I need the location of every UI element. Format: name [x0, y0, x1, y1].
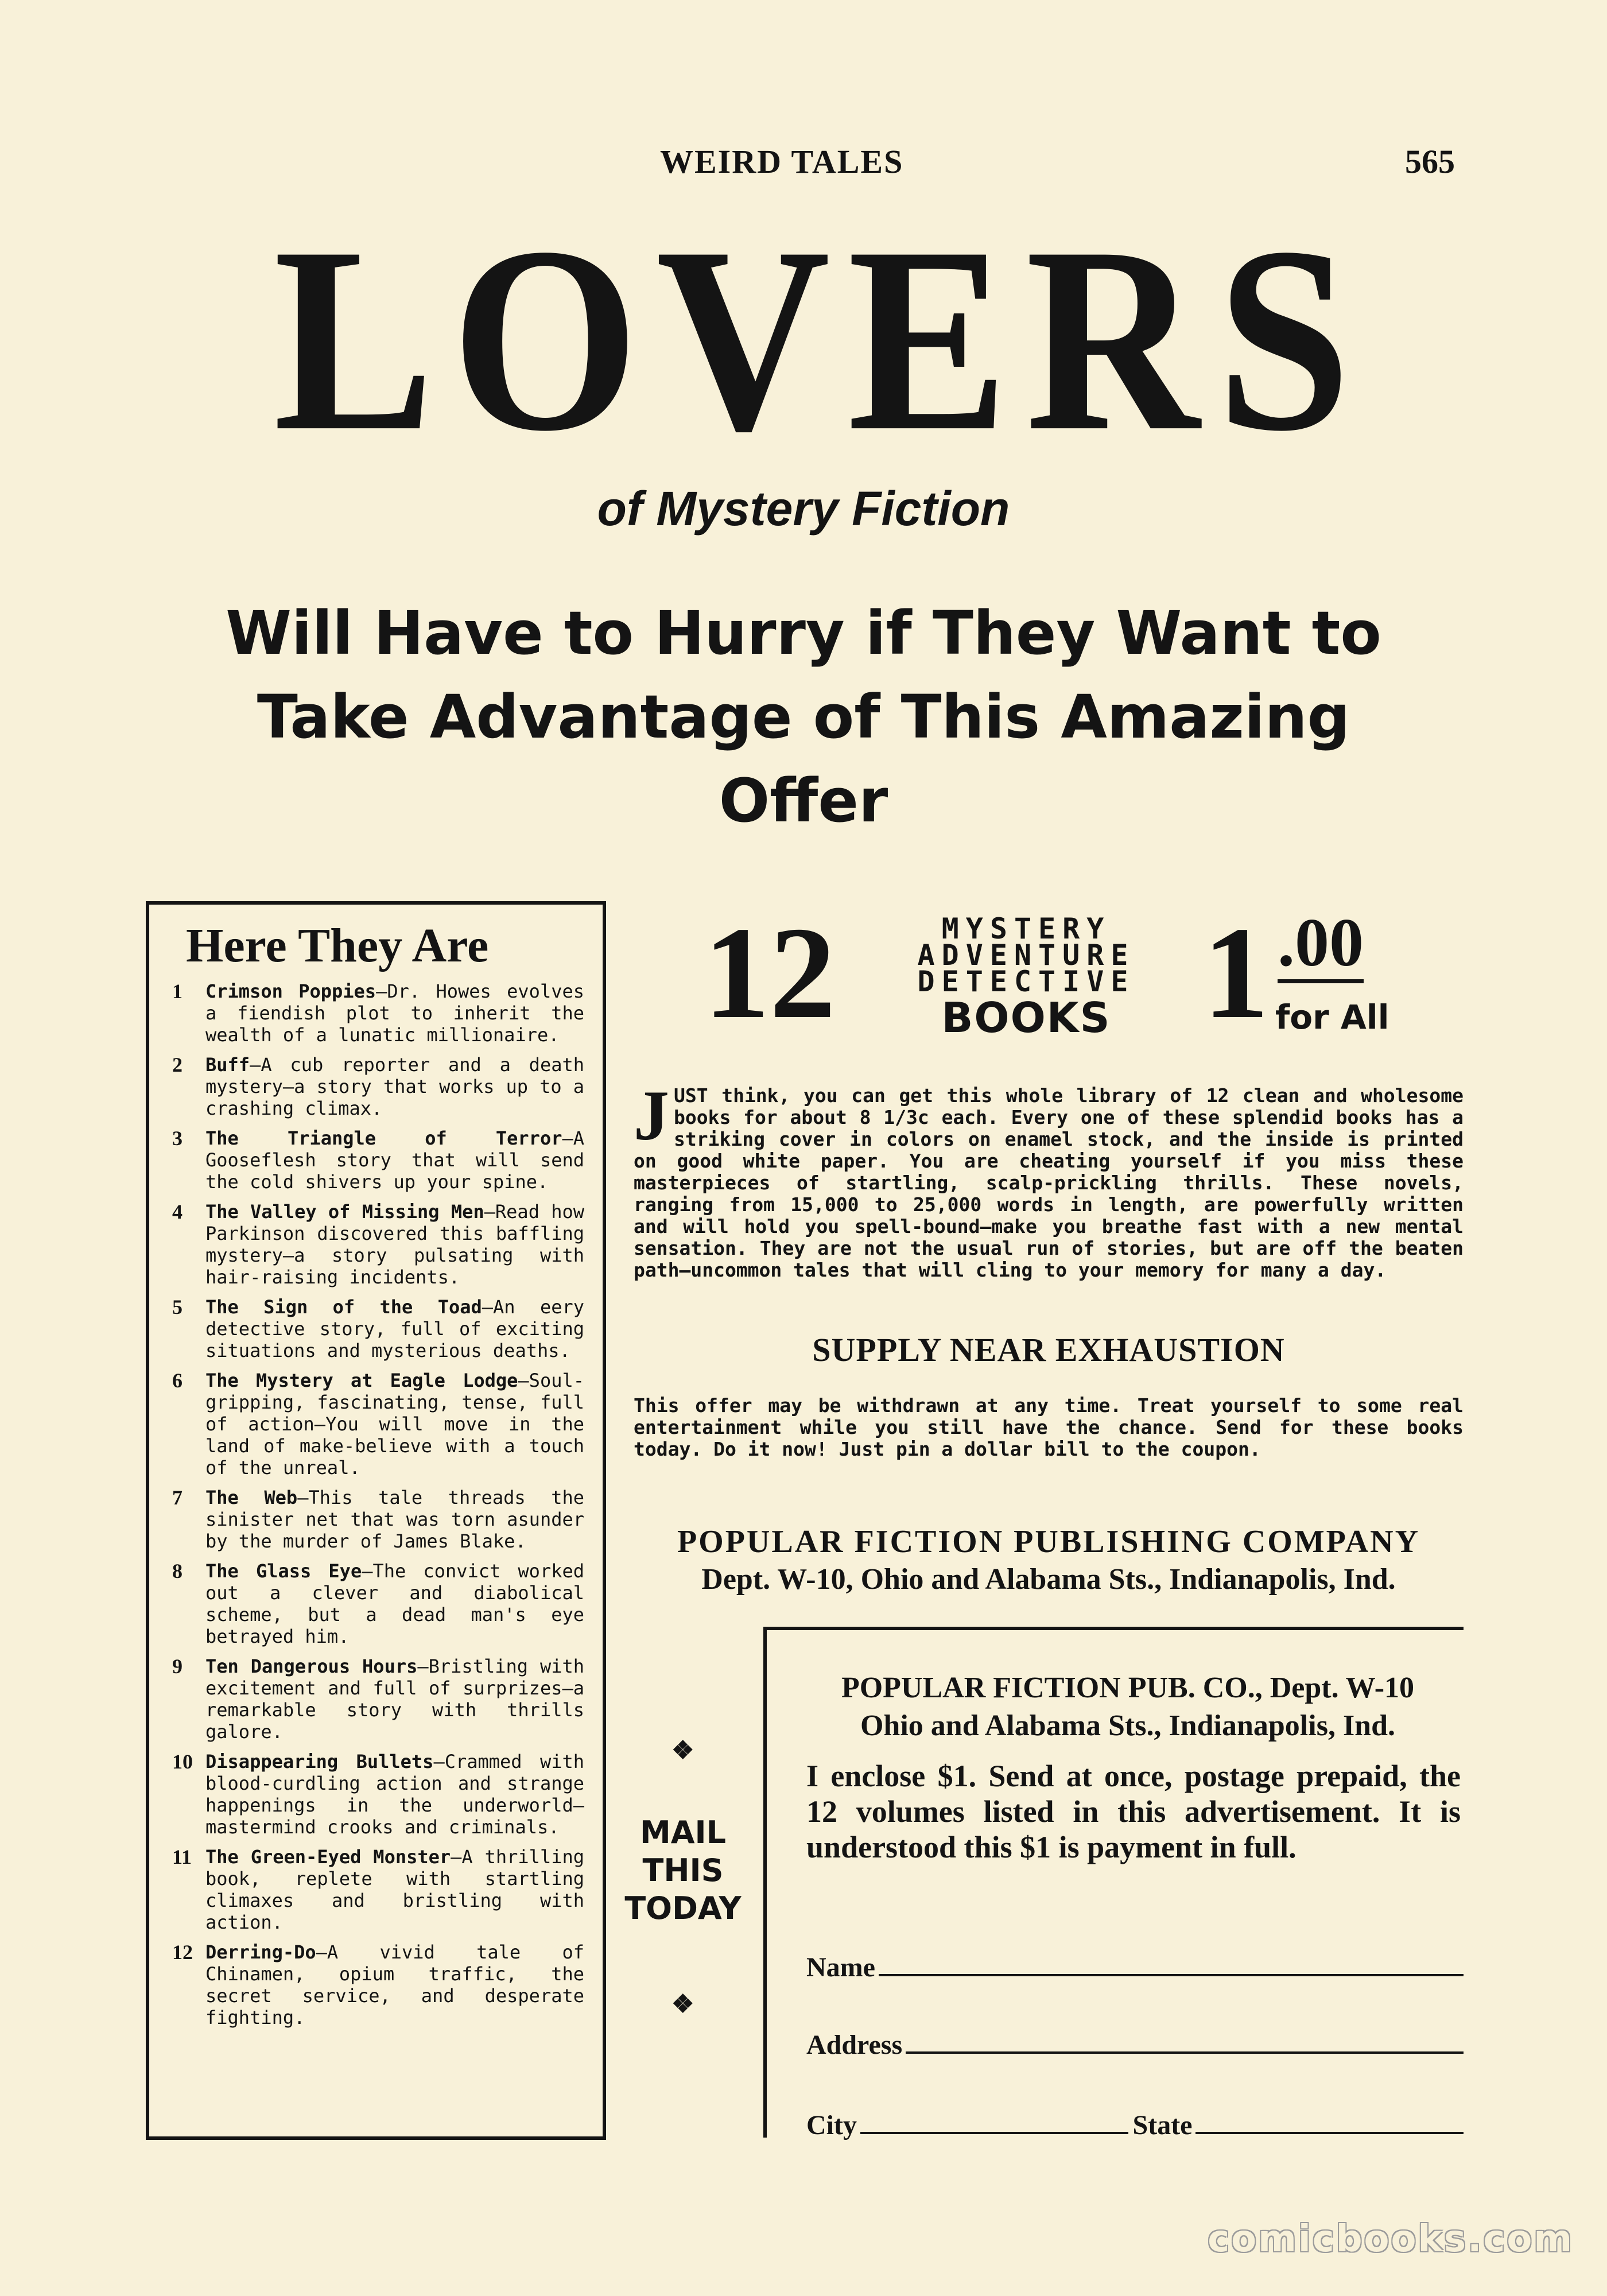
- book-number: 3: [172, 1127, 183, 1150]
- book-description: —Read how Parkinson discovered this baffling mystery—a story pulsating with hair-raising incidents.: [205, 1201, 585, 1288]
- book-list-title: Here They Are: [186, 919, 489, 972]
- book-entry: [205, 1127, 584, 1193]
- book-entry: [205, 1370, 584, 1479]
- book-list-item: [172, 1560, 584, 1647]
- book-number: 10: [172, 1750, 193, 1773]
- book-number: 12: [172, 1941, 193, 1964]
- book-description: —Bristling with excitement and full of surprizes—a remarkable story with thrills galore.: [205, 1655, 584, 1743]
- coupon-header-line: POPULAR FICTION PUB. CO., Dept. W-10: [841, 1671, 1415, 1704]
- address-field[interactable]: [906, 2051, 1464, 2054]
- book-description: —A cub reporter and a death mystery—a story that works up to a crashing climax.: [205, 1054, 584, 1119]
- address-label: Address: [806, 2030, 903, 2060]
- price-suffix: for All: [1275, 998, 1389, 1037]
- book-number: 8: [172, 1560, 183, 1583]
- book-list-item: [172, 1846, 584, 1933]
- book-number: 1: [172, 980, 183, 1003]
- diamond-ornament-icon: ❖: [671, 1736, 694, 1764]
- running-title: WEIRD TALES: [660, 143, 904, 180]
- offer-paragraph: This offer may be withdrawn at any time. Treat yourself to some real entertainment while you still have the chance. Send for these books today. Do it now! Just pin a dollar bill to the coupon.: [634, 1394, 1464, 1460]
- book-list: [172, 980, 584, 2029]
- subheadline: of Mystery Fiction: [597, 482, 1010, 536]
- book-description: —Soul-gripping, fascinating, tense, full of action—You will move in the land of make-believe with a touch of the unreal.: [205, 1370, 584, 1479]
- coupon-header-line: Ohio and Alabama Sts., Indianapolis, Ind.: [860, 1709, 1396, 1742]
- coupon-header: [792, 1669, 1464, 1745]
- book-entry: [205, 1296, 584, 1362]
- watermark: comicbooks.com: [1208, 2218, 1574, 2260]
- mail-this-today: MAIL THIS TODAY: [624, 1814, 742, 1926]
- book-list-item: [172, 1751, 584, 1838]
- city-state-field-row: [806, 2109, 1464, 2141]
- book-description: —A vivid tale of Chinamen, opium traffic, the secret service, and desperate fighting.: [205, 1941, 584, 2029]
- book-list-item: [172, 1054, 584, 1119]
- genre-adventure: ADVENTURE: [917, 938, 1135, 972]
- state-label: State: [1132, 2110, 1193, 2140]
- book-title: The Sign of the Toad: [205, 1296, 482, 1318]
- name-field[interactable]: [879, 1974, 1464, 1976]
- supply-heading: SUPPLY NEAR EXHAUSTION: [812, 1331, 1285, 1368]
- tagline: Will Have to Hurry if They Want to Take Advantage of This Amazing Offer: [226, 598, 1381, 836]
- book-title: The Triangle of Terror: [205, 1127, 562, 1149]
- book-number: 2: [172, 1053, 183, 1076]
- book-title: The Glass Eye: [205, 1560, 362, 1582]
- book-description: —A thrilling book, replete with startling climaxes and bristling with action.: [205, 1846, 584, 1933]
- book-list-item: [172, 1127, 584, 1193]
- book-number: 9: [172, 1655, 183, 1678]
- diamond-ornament-icon: ❖: [671, 1990, 694, 2018]
- name-field-row: [806, 1952, 1464, 1983]
- book-entry: [205, 1941, 584, 2029]
- book-description: —A Gooseflesh story that will send the cold shivers up your spine.: [205, 1127, 584, 1193]
- book-count: 12: [704, 899, 836, 1046]
- book-title: The Green-Eyed Monster: [205, 1846, 451, 1868]
- state-field[interactable]: [1195, 2132, 1464, 2134]
- genre-mystery: MYSTERY: [941, 912, 1111, 945]
- book-entry: [205, 1846, 584, 1933]
- book-entry: [205, 1560, 584, 1647]
- book-description: —Dr. Howes evolves a fiendish plot to inherit the wealth of a lunatic millionaire.: [205, 980, 584, 1046]
- address-field-row: [806, 2029, 1464, 2061]
- book-title: Crimson Poppies: [205, 980, 376, 1002]
- book-description: —An eery detective story, full of exciting situations and mysterious deaths.: [205, 1296, 585, 1362]
- book-list-item: [172, 1201, 584, 1288]
- book-title: The Mystery at Eagle Lodge: [205, 1370, 518, 1391]
- city-label: City: [806, 2110, 857, 2140]
- book-list-box: [146, 901, 606, 2140]
- book-list-item: [172, 1941, 584, 2029]
- price-cents: .00: [1278, 908, 1364, 983]
- book-title: Disappearing Bullets: [205, 1751, 434, 1773]
- book-entry: [205, 980, 584, 1046]
- book-entry: [205, 1487, 584, 1552]
- page-number: 565: [1405, 143, 1455, 180]
- body-text: UST think, you can get this whole library of 12 clean and wholesome books for about 8 1/3c each. Every one of these splendid books has a striking cover in colors on enamel stock, and the inside is printed on good white paper. You are cheating yourself if you miss these masterpieces of startling, scalp-prickling thrills. These novels, ranging from 15,000 to 25,000 words in length, are powerfully written and will hold you spell-bound—make you breathe fast with a new mental sensation. They are not the usual run of stories, but are off the beaten path—uncommon tales that will cling to your memory for many a day.: [634, 1084, 1464, 1281]
- book-title: Buff: [205, 1054, 250, 1076]
- book-list-item: [172, 980, 584, 1046]
- book-number: 4: [172, 1200, 183, 1223]
- book-list-item: [172, 1296, 584, 1362]
- book-description: —Crammed with blood-curdling action and strange happenings in the underworld—mastermind crooks and criminals.: [205, 1751, 585, 1838]
- offer-books-label: BOOKS: [941, 994, 1111, 1042]
- offer-genres: [871, 912, 1181, 1042]
- book-list-item: [172, 1487, 584, 1552]
- company-name: POPULAR FICTION PUBLISHING COMPANY: [677, 1524, 1420, 1560]
- company-address: Dept. W-10, Ohio and Alabama Sts., Indianapolis, Ind.: [701, 1563, 1396, 1596]
- book-number: 11: [172, 1845, 192, 1868]
- book-title: Ten Dangerous Hours: [205, 1655, 418, 1677]
- book-description: —The convict worked out a clever and diabolical scheme, but a dead man's eye betrayed him.: [205, 1560, 584, 1647]
- book-title: The Valley of Missing Men: [205, 1201, 484, 1223]
- genre-detective: DETECTIVE: [917, 965, 1135, 998]
- book-list-item: [172, 1370, 584, 1479]
- city-field[interactable]: [860, 2132, 1128, 2134]
- book-entry: [205, 1655, 584, 1743]
- headline: LOVERS: [273, 192, 1368, 486]
- book-number: 6: [172, 1369, 183, 1392]
- book-list-item: [172, 1655, 584, 1743]
- name-label: Name: [806, 1952, 875, 1983]
- book-entry: [205, 1751, 584, 1838]
- book-description: —This tale threads the sinister net that was torn asunder by the murder of James Blake.: [205, 1487, 585, 1552]
- body-paragraph: [634, 1076, 1464, 1281]
- drop-cap: J: [634, 1076, 669, 1155]
- book-number: 5: [172, 1296, 183, 1318]
- coupon-body: I enclose $1. Send at once, postage prepaid, the 12 volumes listed in this advertisement. It is understood this $1 is payment in full.: [806, 1759, 1461, 1864]
- book-number: 7: [172, 1486, 183, 1509]
- book-title: Derring-Do: [205, 1941, 316, 1963]
- price-dollar: 1: [1203, 899, 1269, 1046]
- book-entry: [205, 1054, 584, 1119]
- book-entry: [205, 1201, 584, 1288]
- book-title: The Web: [205, 1487, 298, 1508]
